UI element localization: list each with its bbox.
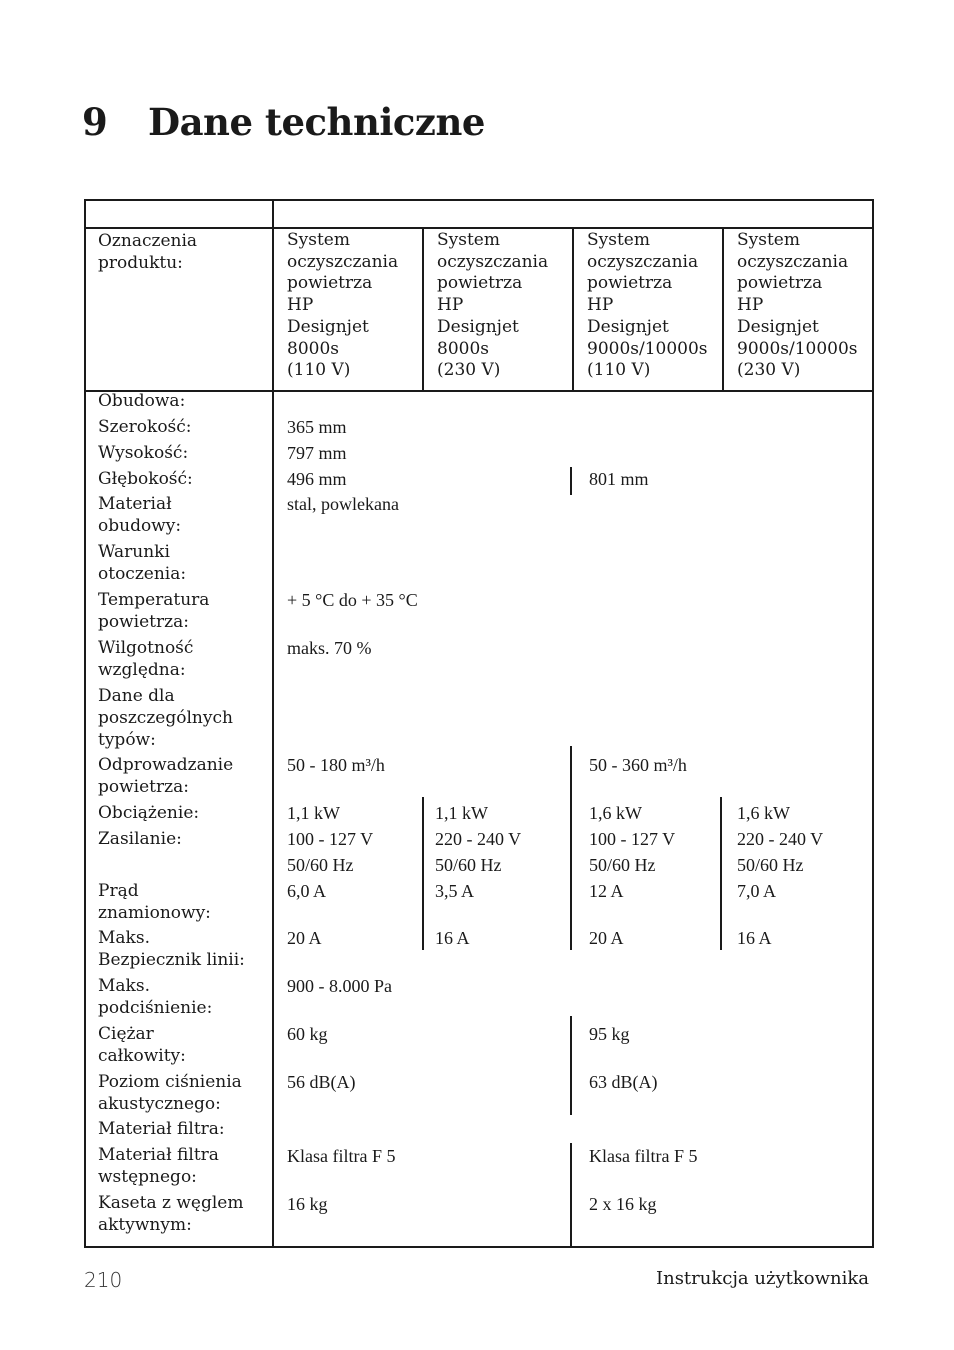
value-obciazenie-1: 1,1 kW <box>287 803 340 823</box>
header-label: Oznaczenia produktu: <box>98 231 198 273</box>
page-number: 210 <box>84 1268 123 1292</box>
value-filtr-wstepny-a: Klasa filtra F 5 <box>287 1146 396 1166</box>
value-material-obudowy: stal, powlekana <box>287 494 399 514</box>
value-kaseta-a: 16 kg <box>287 1194 328 1214</box>
page-title <box>82 100 485 144</box>
label-obciazenie: Obciążenie: <box>98 803 200 823</box>
value-prad-3: 12 A <box>589 881 624 901</box>
label-odprowadzanie: Odprowadzanie powietrza: <box>98 755 234 797</box>
body-divider <box>570 746 572 950</box>
body-divider <box>570 1143 572 1248</box>
label-wilgotnosc: Wilgotność względna: <box>98 638 194 680</box>
section-number: 9 <box>82 100 108 144</box>
label-glebokosc: Głębokość: <box>98 469 193 489</box>
value-bezpiecznik-1: 20 A <box>287 928 322 948</box>
body-divider <box>570 1016 572 1115</box>
value-kaseta-b: 2 x 16 kg <box>589 1194 657 1214</box>
label-ciezar: Ciężar całkowity: <box>98 1024 186 1066</box>
value-wysokosc: 797 mm <box>287 443 347 463</box>
value-ciezar-a: 60 kg <box>287 1024 328 1044</box>
value-szerokosc: 365 mm <box>287 417 347 437</box>
value-bezpiecznik-4: 16 A <box>737 928 772 948</box>
product-1: System oczyszczania powietrza HP Designjet 8000s (110 V) <box>287 230 399 381</box>
footer-title: Instrukcja użytkownika <box>655 1268 869 1289</box>
value-obciazenie-3: 1,6 kW <box>589 803 642 823</box>
value-ciezar-b: 95 kg <box>589 1024 630 1044</box>
value-odprowadzanie-b: 50 - 360 m³/h <box>589 755 687 775</box>
header-divider-3 <box>722 227 724 392</box>
value-glebokosc-b: 801 mm <box>589 469 649 489</box>
label-szerokosc: Szerokość: <box>98 417 192 437</box>
value-czestotliwosc-1: 50/60 Hz <box>287 855 354 875</box>
table-border-right <box>872 199 874 1248</box>
label-podcisnienie: Maks. podciśnienie: <box>98 976 213 1018</box>
table-border-bottom <box>84 1246 874 1248</box>
value-napiecie-1: 100 - 127 V <box>287 829 374 849</box>
value-bezpiecznik-2: 16 A <box>435 928 470 948</box>
value-czestotliwosc-2: 50/60 Hz <box>435 855 502 875</box>
value-odprowadzanie-a: 50 - 180 m³/h <box>287 755 385 775</box>
table-column-divider <box>272 199 274 1248</box>
label-temperatura: Temperatura powietrza: <box>98 590 210 632</box>
label-material-filtra: Materiał filtra: <box>98 1119 225 1139</box>
label-material-obudowy: Materiał obudowy: <box>98 494 182 536</box>
value-prad-2: 3,5 A <box>435 881 475 901</box>
value-napiecie-4: 220 - 240 V <box>737 829 824 849</box>
value-bezpiecznik-3: 20 A <box>589 928 624 948</box>
label-zasilanie: Zasilanie: <box>98 829 182 849</box>
label-kaseta: Kaseta z węglem aktywnym: <box>98 1193 244 1235</box>
value-wilgotnosc: maks. 70 % <box>287 638 372 658</box>
product-3: System oczyszczania powietrza HP Designjet 9000s/10000s (110 V) <box>587 230 708 381</box>
value-poziom-a: 56 dB(A) <box>287 1072 356 1092</box>
value-obciazenie-4: 1,6 kW <box>737 803 790 823</box>
value-napiecie-3: 100 - 127 V <box>589 829 676 849</box>
header-divider-2 <box>572 227 574 392</box>
value-poziom-b: 63 dB(A) <box>589 1072 658 1092</box>
value-filtr-wstepny-b: Klasa filtra F 5 <box>589 1146 698 1166</box>
label-prad: Prąd znamionowy: <box>98 881 211 923</box>
body-divider <box>720 797 722 950</box>
value-prad-4: 7,0 A <box>737 881 777 901</box>
header-divider-1 <box>422 227 424 392</box>
value-podcisnienie: 900 - 8.000 Pa <box>287 976 392 996</box>
value-prad-1: 6,0 A <box>287 881 327 901</box>
table-rule-header-top <box>84 227 874 229</box>
body-divider <box>570 467 572 495</box>
label-filtr-wstepny: Materiał filtra wstępnego: <box>98 1145 219 1187</box>
table-border-left <box>84 199 86 1248</box>
label-obudowa: Obudowa: <box>98 391 186 411</box>
value-obciazenie-2: 1,1 kW <box>435 803 488 823</box>
label-warunki-otoczenia: Warunki otoczenia: <box>98 542 187 584</box>
value-czestotliwosc-4: 50/60 Hz <box>737 855 804 875</box>
table-rule-header-bottom <box>84 390 874 392</box>
label-poziom-cisnienia: Poziom ciśnienia akustycznego: <box>98 1072 242 1114</box>
table-border-top <box>84 199 874 201</box>
value-temperatura: + 5 °C do + 35 °C <box>287 590 418 610</box>
product-2: System oczyszczania powietrza HP Designjet 8000s (230 V) <box>437 230 549 381</box>
section-title: Dane techniczne <box>148 100 485 144</box>
label-wysokosc: Wysokość: <box>98 443 189 463</box>
body-divider <box>422 797 424 950</box>
value-napiecie-2: 220 - 240 V <box>435 829 522 849</box>
product-4: System oczyszczania powietrza HP Designjet 9000s/10000s (230 V) <box>737 230 858 381</box>
value-glebokosc-a: 496 mm <box>287 469 347 489</box>
label-dane-typow: Dane dla poszczególnych typów: <box>98 686 233 750</box>
value-czestotliwosc-3: 50/60 Hz <box>589 855 656 875</box>
label-bezpiecznik: Maks. Bezpiecznik linii: <box>98 928 245 970</box>
